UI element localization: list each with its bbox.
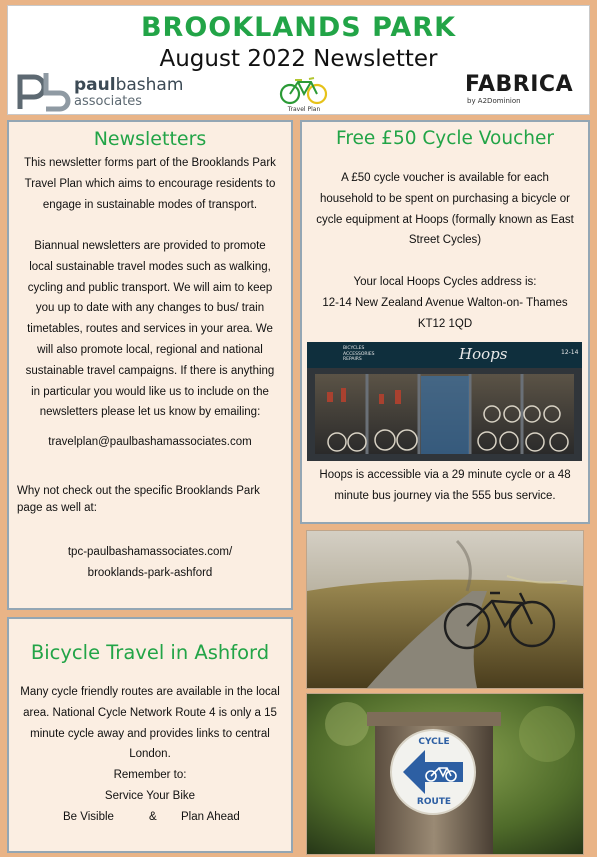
text-line: Hoops is accessible via a 29 minute cycle or a 48 xyxy=(319,469,571,481)
remember-line: Remember to: xyxy=(113,769,187,782)
fabrica-logo xyxy=(465,72,583,112)
paul-basham-logo xyxy=(16,69,184,113)
text-line: local sustainable travel modes such as walking, xyxy=(29,260,271,273)
newsletters-panel xyxy=(7,120,293,610)
pb-monogram-icon xyxy=(16,69,72,113)
text-line: engage in sustainable modes of transport. xyxy=(42,198,258,211)
text-line: sustainable travel campaigns. If there is anything xyxy=(25,364,275,377)
travel-plan-caption: Travel Plan xyxy=(287,106,321,113)
url-line[interactable]: brooklands-park-ashford xyxy=(87,566,213,579)
bicycle-info xyxy=(9,682,291,807)
text-line: area. National Cycle Network Route 4 is only a 15 xyxy=(23,706,277,719)
newsletter-header xyxy=(7,5,590,115)
text-line: page as well at: xyxy=(17,502,97,514)
text-line: in particular you would like us to include on the xyxy=(31,385,269,398)
bicycle-icon xyxy=(278,76,330,106)
shop-sign: Hoops xyxy=(459,345,508,363)
voucher-heading: Free £50 Cycle Voucher xyxy=(336,128,554,149)
page-subtitle: August 2022 Newsletter xyxy=(159,46,438,72)
bicycle-heading: Bicycle Travel in Ashford xyxy=(30,641,270,664)
newsletters-intro xyxy=(9,153,291,215)
text-line: A £50 cycle voucher is available for each xyxy=(341,172,549,184)
text-line: newsletters please let us know by emailing: xyxy=(39,406,261,419)
logo-left-light: basham xyxy=(115,75,184,95)
text-line: cycle equipment at Hoops (formally known as East xyxy=(316,213,574,226)
text-line: London. xyxy=(129,748,171,761)
hoops-access-info xyxy=(302,465,588,507)
text-line: cycling and public transport. We will aim to keep xyxy=(27,281,273,294)
sign-top-text: CYCLE xyxy=(418,737,450,747)
text-line: Travel Plan which aims to encourage residents to xyxy=(24,177,276,190)
tip-ampersand: & xyxy=(149,811,157,823)
text-line: Many cycle friendly routes are available in the local xyxy=(20,686,280,698)
text-line: household to be spent on purchasing a bicycle or xyxy=(320,192,570,205)
travel-plan-logo xyxy=(278,76,330,116)
sign-bottom-text: ROUTE xyxy=(416,797,452,807)
bicycle-path-photo xyxy=(306,530,584,689)
logo-left-bold: paul xyxy=(74,75,116,95)
newsletters-page-note xyxy=(17,483,283,517)
fabrica-name: FABRICA xyxy=(465,72,574,97)
text-line: Your local Hoops Cycles address is: xyxy=(353,276,537,288)
newsletters-body xyxy=(9,236,291,423)
newsletters-heading: Newsletters xyxy=(93,128,207,150)
contact-email-link[interactable]: travelplan@paulbashamassociates.com xyxy=(48,436,252,448)
shop-number: 12-14 xyxy=(561,349,579,356)
cycle-route-sign-photo xyxy=(306,693,584,855)
shop-sign-left: BICYCLES ACCESSORIES REPAIRS xyxy=(343,346,375,362)
text-line: Street Cycles) xyxy=(408,234,482,247)
text-line: minute cycle away and provides links to central xyxy=(30,727,270,740)
text-line: timetables, routes and services in your area. We xyxy=(27,323,273,336)
logo-left-sub: associates xyxy=(74,94,143,109)
voucher-info xyxy=(302,168,588,251)
hoops-shop-photo xyxy=(307,342,582,461)
text-line: you up to date with any changes to bus/ train xyxy=(35,302,265,315)
tip-service-bike: Service Your Bike xyxy=(104,789,196,802)
text-line: Why not check out the specific Brooklands Park xyxy=(17,485,260,497)
text-line: KT12 1QD xyxy=(417,317,473,330)
text-line: minute bus journey via the 555 bus service. xyxy=(334,489,556,502)
tip-plan-ahead: Plan Ahead xyxy=(181,811,240,823)
tip-be-visible: Be Visible xyxy=(63,811,114,823)
voucher-panel xyxy=(300,120,590,524)
fabrica-sub: by A2Dominion xyxy=(467,97,521,105)
url-line[interactable]: tpc-paulbashamassociates.com/ xyxy=(67,546,233,558)
text-line: will also promote local, regional and national xyxy=(37,343,263,356)
brooklands-page-link[interactable] xyxy=(9,542,291,584)
bicycle-travel-panel xyxy=(7,617,293,853)
text-line: This newsletter forms part of the Brooklands Park xyxy=(24,157,276,169)
shop-address xyxy=(302,272,588,334)
text-line: Biannual newsletters are provided to promote xyxy=(34,240,266,252)
page-title: BROOKLANDS PARK xyxy=(140,12,457,43)
text-line: 12-14 New Zealand Avenue Walton-on- Thames xyxy=(322,296,568,309)
